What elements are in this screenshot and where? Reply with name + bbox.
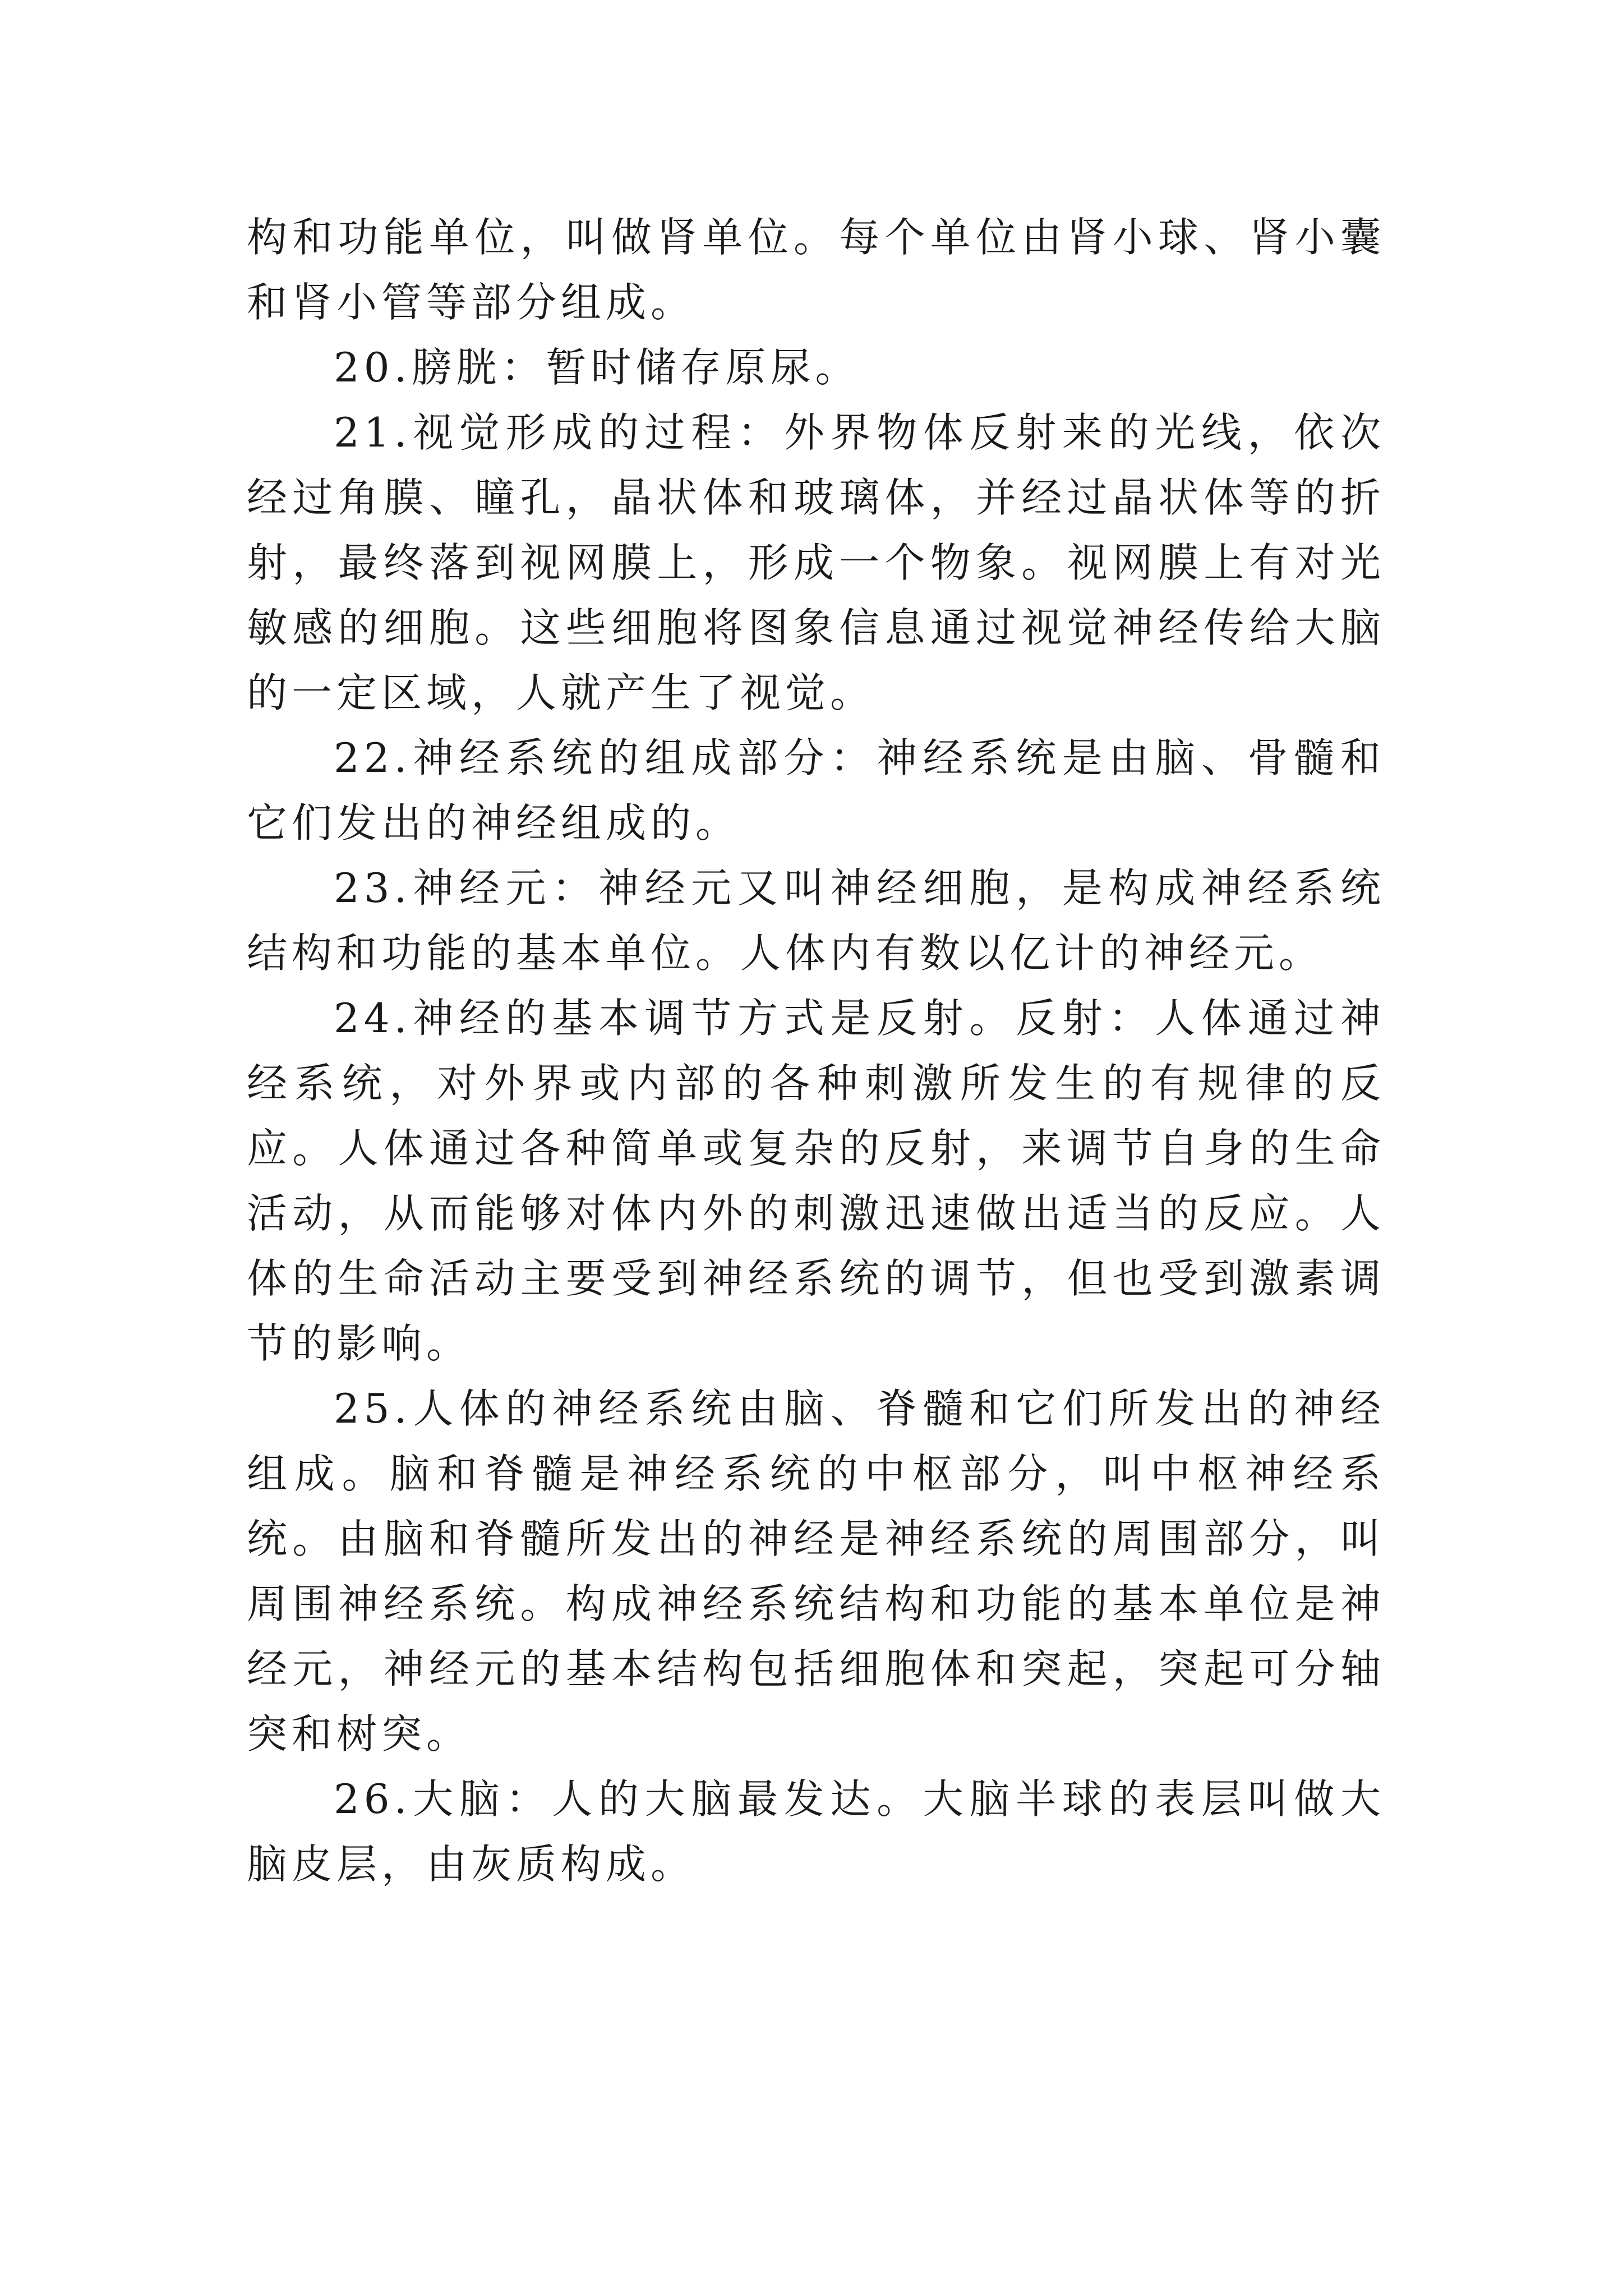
paragraph-continued: 构和功能单位，叫做肾单位。每个单位由肾小球、肾小囊和肾小管等部分组成。 <box>247 214 1385 326</box>
paragraph-26: 26.大脑：人的大脑最发达。大脑半球的表层叫做大脑皮层，由灰质构成。 <box>247 1775 1385 1888</box>
paragraph-25: 25.人体的神经系统由脑、脊髓和它们所发出的神经组成。脑和脊髓是神经系统的中枢部分，叫中枢神经系统。由脑和脊髓所发出的神经是神经系统的周围部分，叫周围神经系统。构成神经系统结构和功能的基本单位是神经元，神经元的基本结构包括细胞体和突起，突起可分轴突和树突。 <box>247 1385 1385 1757</box>
document-body <box>247 205 1385 1897</box>
paragraph-20: 20.膀胱：暂时储存原尿。 <box>334 344 860 391</box>
paragraph-22: 22.神经系统的组成部分：神经系统是由脑、骨髓和它们发出的神经组成的。 <box>247 734 1385 846</box>
paragraph-21: 21.视觉形成的过程：外界物体反射来的光线，依次经过角膜、瞳孔，晶状体和玻璃体，并经过晶状体等的折射，最终落到视网膜上，形成一个物象。视网膜上有对光敏感的细胞。这些细胞将图象信息通过视觉神经传给大脑的一定区域，人就产生了视觉。 <box>247 409 1385 716</box>
paragraph-23: 23.神经元：神经元又叫神经细胞，是构成神经系统结构和功能的基本单位。人体内有数以亿计的神经元。 <box>247 864 1385 977</box>
paragraph-24: 24.神经的基本调节方式是反射。反射：人体通过神经系统，对外界或内部的各种刺激所发生的有规律的反应。人体通过各种简单或复杂的反射，来调节自身的生命活动，从而能够对体内外的刺激迅速做出适当的反应。人体的生命活动主要受到神经系统的调节，但也受到激素调节的影响。 <box>247 995 1385 1367</box>
